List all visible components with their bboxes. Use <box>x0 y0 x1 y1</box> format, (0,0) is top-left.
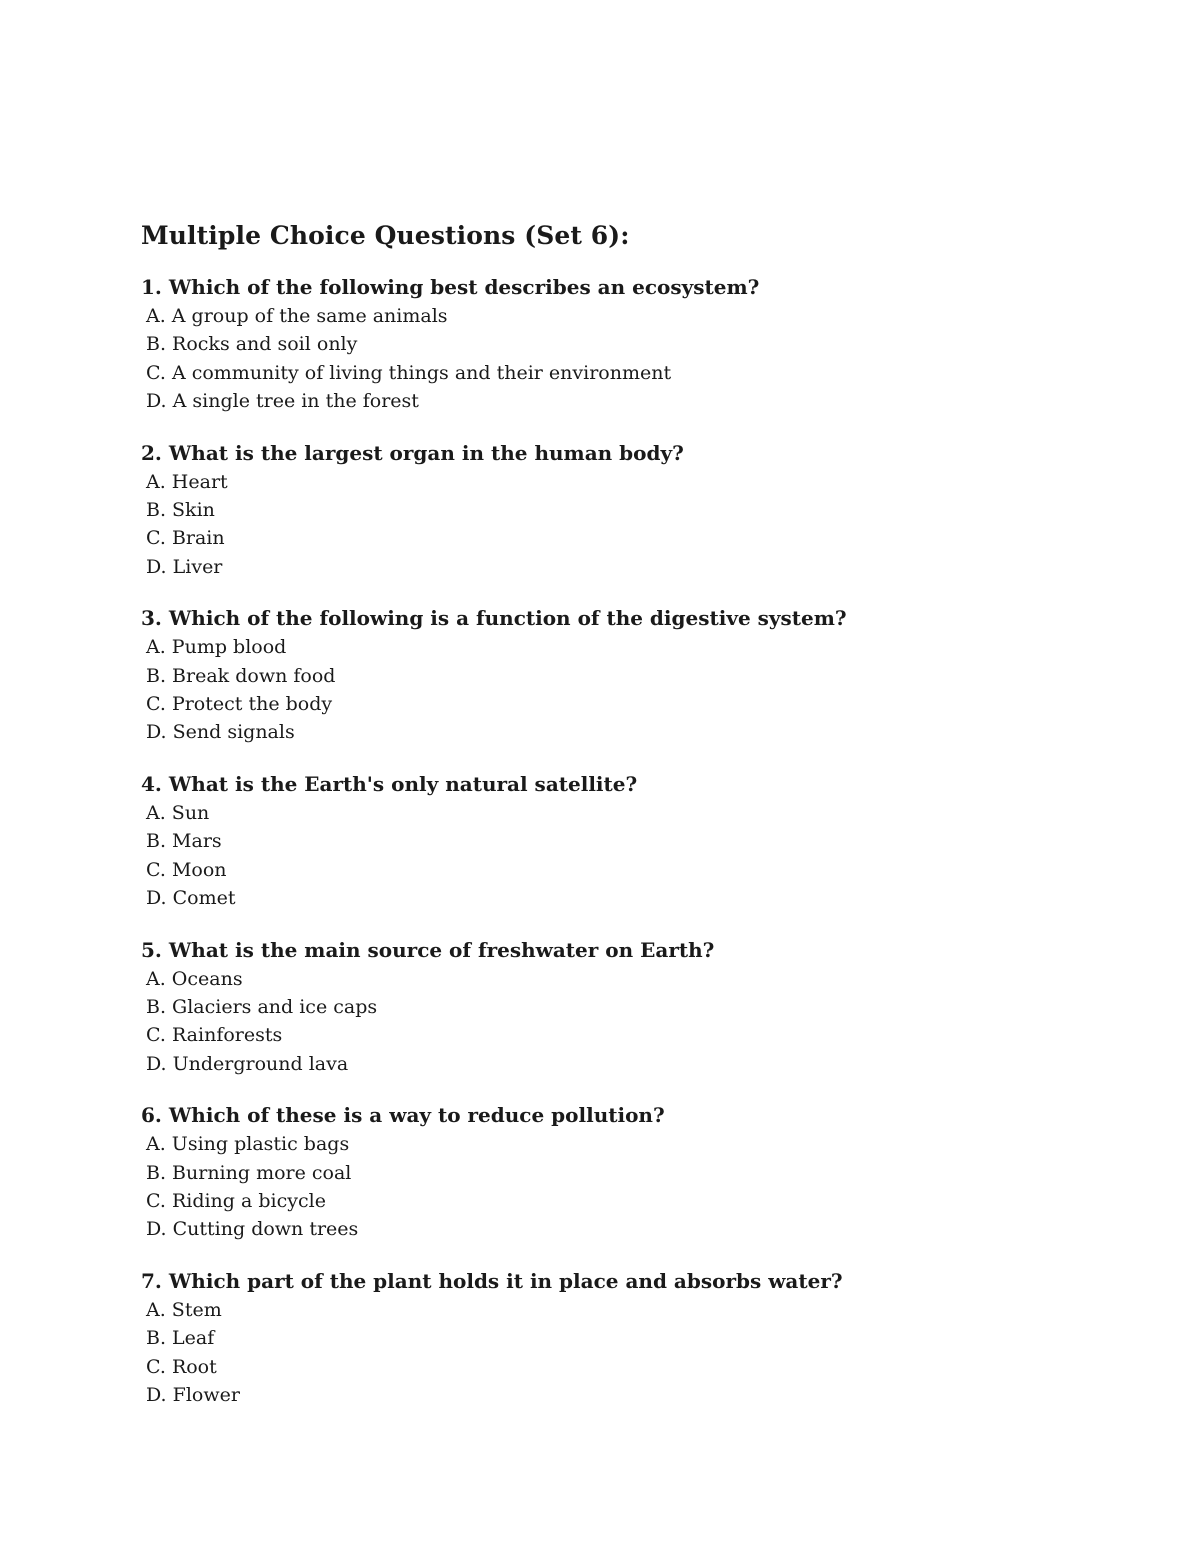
option-b: B. Skin <box>146 499 215 522</box>
options-list <box>141 1130 1101 1244</box>
options-list <box>141 1296 1101 1410</box>
question-text: 1. Which of the following best describes an ecosystem? <box>141 275 760 299</box>
question-5 <box>141 936 1101 1079</box>
question-text: 4. What is the Earth's only natural satellite? <box>141 771 638 796</box>
options-list <box>141 799 1101 913</box>
question-6 <box>141 1101 1101 1244</box>
option-a: A. A group of the same animals <box>146 305 448 327</box>
option-a: A. Pump blood <box>146 636 287 659</box>
option-c: C. Rainforests <box>146 1024 283 1047</box>
option-b: B. Leaf <box>146 1327 215 1350</box>
option-b: B. Burning more coal <box>146 1161 352 1184</box>
options-list <box>141 965 1101 1079</box>
option-c: C. Moon <box>146 858 227 881</box>
option-b: B. Mars <box>146 830 222 853</box>
question-4 <box>141 770 1101 913</box>
question-1 <box>141 273 1101 416</box>
question-7 <box>141 1267 1101 1410</box>
option-d: D. Liver <box>146 555 223 578</box>
question-2 <box>141 439 1101 582</box>
option-d: D. A single tree in the forest <box>146 390 419 413</box>
option-a: A. Oceans <box>146 967 243 990</box>
option-c: C. Root <box>146 1355 217 1378</box>
options-list <box>141 633 1101 747</box>
document-content <box>141 219 1101 1432</box>
option-c: C. Protect the body <box>146 693 333 716</box>
option-b: B. Glaciers and ice caps <box>146 995 378 1018</box>
option-a: A. Sun <box>146 801 210 824</box>
question-text: 2. What is the largest organ in the human body? <box>141 440 684 465</box>
option-a: A. Using plastic bags <box>146 1133 350 1156</box>
option-d: D. Cutting down trees <box>146 1218 359 1241</box>
question-text: 7. Which part of the plant holds it in place and absorbs water? <box>141 1268 843 1293</box>
option-d: D. Flower <box>146 1383 240 1406</box>
question-text: 5. What is the main source of freshwater on Earth? <box>141 937 715 962</box>
question-text: 3. Which of the following is a function of the digestive system? <box>141 606 847 631</box>
option-d: D. Underground lava <box>146 1052 349 1075</box>
option-a: A. Heart <box>146 470 228 493</box>
question-3 <box>141 604 1101 747</box>
option-d: D. Send signals <box>146 721 295 744</box>
option-b: B. Rocks and soil only <box>146 333 358 356</box>
options-list <box>141 302 1101 416</box>
option-c: C. Riding a bicycle <box>146 1189 326 1212</box>
page-title: Multiple Choice Questions (Set 6): <box>141 221 630 250</box>
options-list <box>141 468 1101 582</box>
option-a: A. Stem <box>146 1298 222 1321</box>
option-c: C. Brain <box>146 527 225 550</box>
question-text: 6. Which of these is a way to reduce pollution? <box>141 1103 665 1128</box>
option-d: D. Comet <box>146 887 236 910</box>
option-b: B. Break down food <box>146 664 336 687</box>
option-c: C. A community of living things and their environment <box>146 361 672 384</box>
